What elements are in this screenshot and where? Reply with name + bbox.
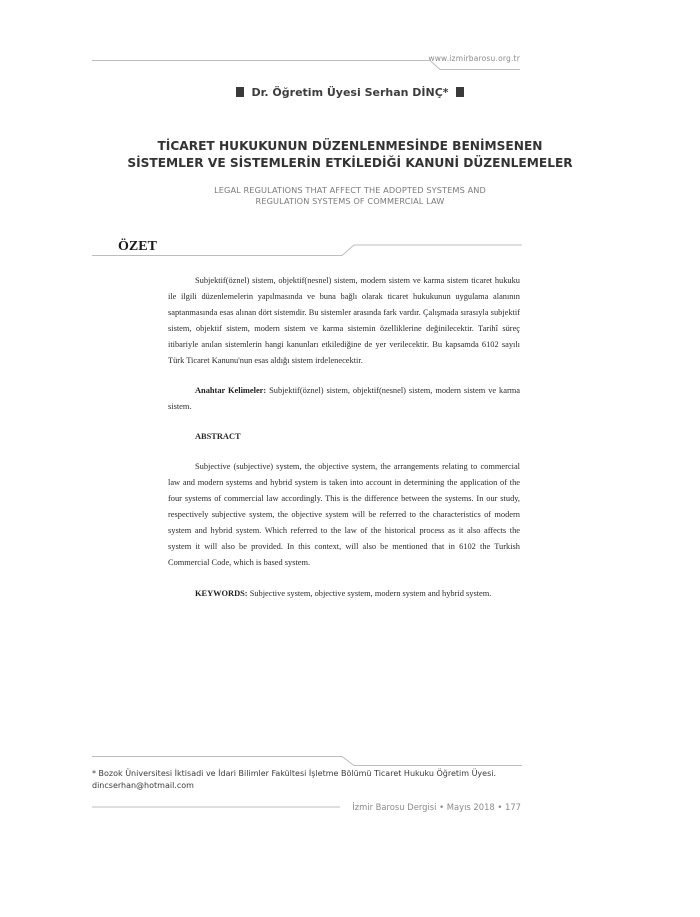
keywords-en-label: KEYWORDS:: [195, 588, 248, 598]
abstract-paragraph: Subjective (subjective) system, the objective system, the arrangements relating to commercial law and modern systems and hybrid system is taken into account in determining the application of the four systems of commercial law accordingly. This is the difference between the systems. In our study, respectively subjective system, the objective system will be referred to the characteristics of modern system and hybrid system. Which referred to the law of the historical process as it also affects the system it will also be provided. In this context, will also be mentioned that in 6102 the Turkish Commercial Code, which is based system.: [168, 462, 520, 567]
title-line-2: SİSTEMLER VE SİSTEMLERİN ETKİLEDİĞİ KANUNİ DÜZENLEMELER: [127, 156, 573, 170]
square-bullet-left-icon: [236, 87, 244, 97]
square-bullet-right-icon: [456, 87, 464, 97]
keywords-tr-text: Subjektif(öznel) sistem, objektif(nesnel) sistem, modern sistem ve karma sistem.: [168, 386, 520, 412]
keywords-en: [168, 586, 520, 602]
keywords-tr: [168, 383, 520, 415]
title-line-1: TİCARET HUKUKUNUN DÜZENLENMESİNDE BENİMSENEN: [157, 139, 543, 153]
author-name: Dr. Öğretim Üyesi Serhan DİNÇ*: [251, 86, 449, 99]
article-body: [168, 273, 520, 601]
footnote-affiliation: * Bozok Üniversitesi İktisadi ve İdari Bilimler Fakültesi İşletme Bölümü Ticaret Hukuku Öğretim Üyesi.: [92, 769, 497, 778]
section-heading-ozet: ÖZET: [118, 239, 157, 254]
abstract-heading: ABSTRACT: [195, 432, 241, 442]
subtitle-line-1: LEGAL REGULATIONS THAT AFFECT THE ADOPTED SYSTEMS AND: [214, 185, 486, 195]
subtitle-line-2: REGULATION SYSTEMS OF COMMERCIAL LAW: [255, 196, 445, 206]
article-subtitle-english: [150, 185, 550, 207]
ozet-paragraph: Subjektif(öznel) sistem, objektif(nesnel) sistem, modern sistem ve karma sistem ticaret hukuku ile ilgili düzenlemelerin yapılmasında ve buna bağlı olarak ticaret hukukunun uygulama alanının saptanmasında esas alınan dört sistemdir. Bu sistemler arasında fark vardır. Çalışmada sırasıyla subjektif sistem, objektif sistem, modern sistem ve karma sistemin özelliklerine değinilecektir. Tarihî süreç itibariyle anılan sistemlerin hangi kanunları etkilediğine de yer verilecektir. Bu kapsamda 6102 sayılı Türk Ticaret Kanunu'nun esas aldığı sistem irdelenecektir.: [168, 276, 520, 365]
author-line: [0, 86, 700, 99]
article-title: [60, 138, 640, 172]
journal-footer: İzmir Barosu Dergisi • Mayıs 2018 • 177: [352, 802, 521, 812]
footnote-email: dincserhan@hotmail.com: [92, 781, 194, 790]
keywords-tr-label: Anahtar Kelimeler:: [195, 386, 267, 396]
footnote-rule: [92, 755, 522, 767]
footnote: [92, 768, 522, 792]
site-url: www.izmirbarosu.org.tr: [428, 54, 520, 63]
keywords-en-text: Subjective system, objective system, modern system and hybrid system.: [247, 588, 492, 598]
header-rule: [92, 59, 520, 71]
